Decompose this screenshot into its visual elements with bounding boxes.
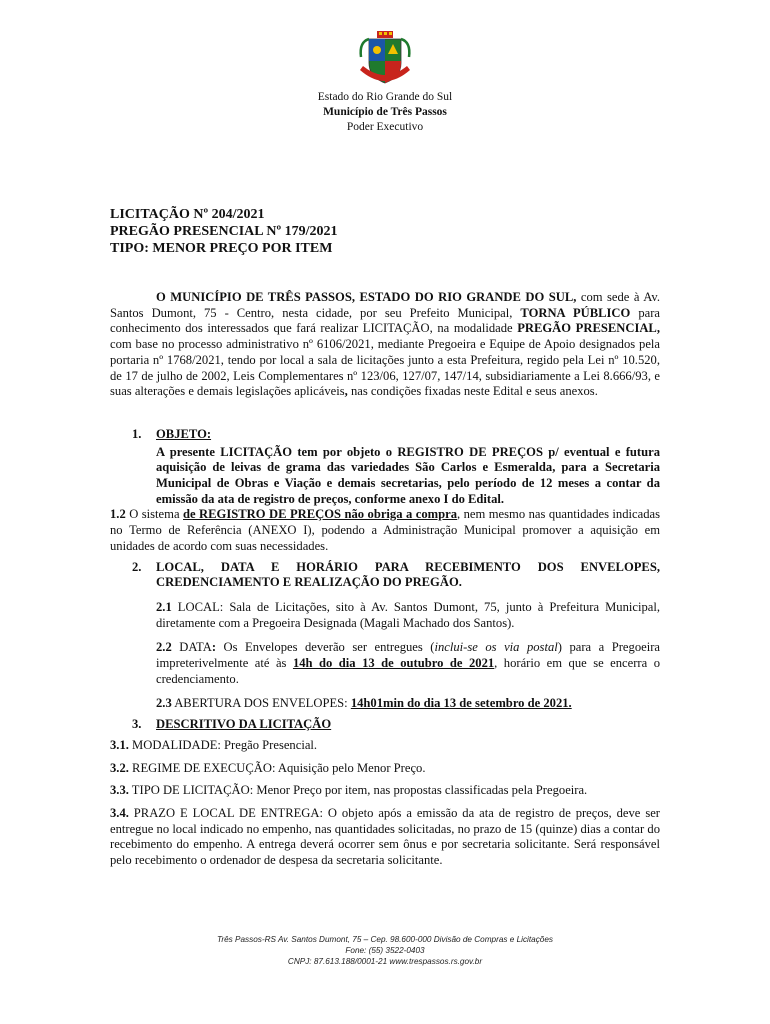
footer-phone: Fone: (55) 3522-0403	[345, 946, 425, 955]
intro-lead: O MUNICÍPIO DE TRÊS PASSOS, ESTADO DO RIO GRANDE DO SUL,	[156, 290, 577, 304]
paragraph-2-2: 2.2 DATA: Os Envelopes deverão ser entregues (inclui-se os via postal) para a Pregoeira impreterivelmente até às 14h do dia 13 de outubro de 2021, horário em que se encerra o credenciamento.	[156, 640, 660, 686]
footer-address: Três Passos-RS Av. Santos Dumont, 75 – Cep. 98.600-000 Divisão de Compras e Licitações	[216, 935, 553, 944]
licitacao-number: LICITAÇÃO Nº 204/2021	[110, 207, 265, 222]
branch-name: Poder Executivo	[346, 121, 424, 133]
letterhead	[0, 90, 770, 135]
pregao-number: PREGÃO PRESENCIAL Nº 179/2021	[110, 224, 338, 239]
paragraph-3-3: 3.3. TIPO DE LICITAÇÃO: Menor Preço por item, nas propostas classificadas pela Pregoeira.	[110, 783, 588, 798]
section-1-title: OBJETO:	[156, 426, 212, 441]
paragraph-3-4: 3.4. PRAZO E LOCAL DE ENTREGA: O objeto após a emissão da ata de registro de preços, deve ser entregue no local indicado no empenho, nas quantidades solicitadas, no prazo de 15 (quinze) dias a contar do recebimento do empenho. A entrega deverá ocorrer sem ônus e por secretaria solicitante. Será responsável pelo recebimento o ordenador de despesa da secretaria solicitante.	[110, 805, 660, 868]
page-footer	[0, 934, 770, 967]
section-3-heading: 3. DESCRITIVO DA LICITAÇÃO	[132, 717, 332, 732]
section-3-title: DESCRITIVO DA LICITAÇÃO	[156, 717, 332, 732]
footer-cnpj: CNPJ: 87.613.188/0001-21 www.trespassos.rs.gov.br	[287, 957, 483, 966]
municipal-coat-of-arms-icon	[355, 30, 415, 90]
paragraph-3-1: 3.1. MODALIDADE: Pregão Presencial.	[110, 737, 318, 752]
document-body	[110, 290, 660, 869]
state-name: Estado do Rio Grande do Sul	[317, 91, 453, 103]
municipality-name: Município de Três Passos	[323, 106, 447, 118]
paragraph-1-2: 1.2 O sistema de REGISTRO DE PREÇOS não obriga a compra, nem mesmo nas quantidades indicadas no Termo de Referência (ANEXO I), podendo a Administração Municipal promover a aquisição em unidades de acordo com suas necessidades.	[110, 507, 660, 553]
licitacao-type: TIPO: MENOR PREÇO POR ITEM	[110, 241, 333, 256]
paragraph-2-1: 2.1 LOCAL: Sala de Licitações, sito à Av. Santos Dumont, 75, junto à Prefeitura Municipal, diretamente com a Pregoeira Designada (Magali Machado dos Santos).	[156, 599, 660, 630]
intro-paragraph: O MUNICÍPIO DE TRÊS PASSOS, ESTADO DO RIO GRANDE DO SUL, com sede à Av. Santos Dumont, 75 - Centro, nesta cidade, por seu Prefeito Municipal, TORNA PÚBLICO para conhecimento dos interessados que fará realizar LICITAÇÃO, na modalidade PREGÃO PRESENCIAL, com base no processo administrativo nº 6106/2021, mediante Pregoeira e Equipe de Apoio designados pela portaria nº 1768/2021, tendo por local a sala de licitações junto a esta Prefeitura, regido pela Lei nº 10.520, de 17 de julho de 2002, Leis Complementares nº 123/06, 127/07, 147/14, subsidiariamente a Lei 8.666/93, e suas alterações e demais legislações aplicáveis, nas condições fixadas neste Edital e seus anexos.	[110, 290, 660, 399]
section-1-heading: 1. OBJETO:	[132, 426, 212, 441]
document-titles	[110, 206, 337, 257]
objeto-paragraph: A presente LICITAÇÃO tem por objeto o REGISTRO DE PREÇOS p/ eventual e futura aquisição de leivas de grama das variedades São Carlos e Esmeralda, para a Secretaria Municipal de Obras e Viação e demais secretarias, pelo período de 12 meses a contar da emissão da ata de registro de preços, conforme anexo I do Edital.	[156, 444, 660, 506]
paragraph-2-3: 2.3 ABERTURA DOS ENVELOPES: 14h01min do dia 13 de setembro de 2021.	[156, 696, 572, 711]
section-2-title: LOCAL, DATA E HORÁRIO PARA RECEBIMENTO DOS ENVELOPES, CREDENCIAMENTO E REALIZAÇÃO DO PREGÃO.	[156, 559, 660, 590]
section-2-heading: 2. LOCAL, DATA E HORÁRIO PARA RECEBIMENTO DOS ENVELOPES, CREDENCIAMENTO E REALIZAÇÃO DO PREGÃO.	[132, 559, 660, 590]
paragraph-3-2: 3.2. REGIME DE EXECUÇÃO: Aquisição pelo Menor Preço.	[110, 760, 426, 775]
